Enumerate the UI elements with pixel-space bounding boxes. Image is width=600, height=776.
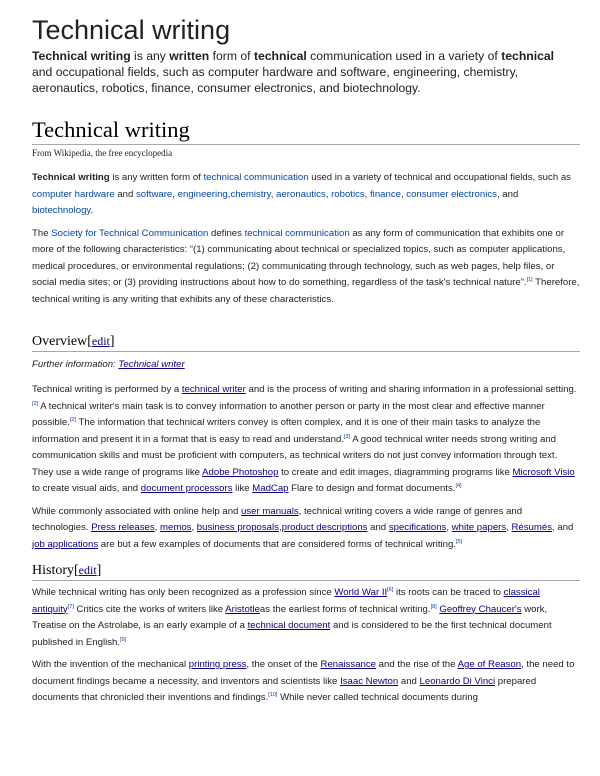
link-finance[interactable]: finance [370,188,401,200]
history-heading: History[edit] [32,563,102,578]
history-edit-link[interactable]: edit [78,563,97,577]
link-classical-antiquity[interactable]: classical antiquity [32,587,540,615]
citation[interactable]: [1] [526,277,533,283]
link-technical-writer-hatnote[interactable]: Technical writer [118,359,185,370]
link-document-processors[interactable]: document processors [140,483,233,494]
document-title: Technical writing [32,15,231,45]
link-specifications[interactable]: specifications [388,522,447,533]
citation[interactable]: [10] [268,692,278,698]
link-adobe-photoshop[interactable]: Adobe Photoshop [202,466,279,478]
link-press-releases[interactable]: Press releases [91,522,155,533]
link-white-papers[interactable]: white papers [451,522,507,533]
section-divider [32,351,580,352]
link-user-manuals[interactable]: user manuals [241,505,299,517]
lead-paragraph: Technical writing is any written form of technical communication used in a variety of technical and occupational fields, such as computer hardware and software, engineering,chemistry, aeronautics, robotics, finance, consumer electronics, and biotechnology. [32,172,571,216]
citation[interactable]: [7] [67,603,74,610]
citation[interactable]: [2] [32,400,39,407]
link-resumes[interactable]: Résumés [511,522,553,533]
citation[interactable]: [6] [387,587,394,593]
citation[interactable]: [2] [69,417,76,423]
overview-paragraph-1: Technical writing is performed by a technical writer and is the process of writing and sharing information in a professional setting.[2] A technical writer's main task is to convey information to another person or party in the most clear and effective manner possible.[2] The information that technical writers convey is often complex, and it is one of their main tasks to analyze the information and present it in a format that is easy to read and understand.[3] A good technical writer needs strong writing and communication skills and must be proficient with computers, as technical writers do not just convey information through text. They use a wide range of programs like Adobe Photoshop to create and edit images, diagramming programs like Microsoft Visio to create visual aids, and document processors like MadCap Flare to design and format documents.[4] [32,384,577,494]
link-technical-communication[interactable]: technical communication [203,172,309,183]
citation[interactable]: [8] [430,603,437,610]
link-renaissance[interactable]: Renaissance [320,659,376,670]
link-age-of-reason[interactable]: Age of Reason [457,659,522,670]
overview-heading: Overview[edit] [32,334,115,349]
title-divider [32,144,580,145]
summary-paragraph: Technical writing is any written form of technical communication used in a variety of technical and occupational fields, such as computer hardware and software, engineering, chemistry, aeronautics, robotics, finance, consumer electronics, and biotechnology. [32,49,555,95]
link-technical-communication-2[interactable]: technical communication [244,227,350,239]
link-technical-document[interactable]: technical document [247,620,331,631]
history-paragraph-2: With the invention of the mechanical printing press, the onset of the Renaissance and the rise of the Age of Reason, the need to document findings became a necessity, and inventors and scientists like Isaac Newton and Leonardo Di Vinci prepared documents that chronicled their inventions and findings.[10] While never called technical documents during [32,659,575,703]
article-tagline: From Wikipedia, the free encyclopedia [32,148,173,158]
link-aeronautics[interactable]: aeronautics [276,188,326,200]
citation[interactable]: [9] [120,636,127,643]
link-memos[interactable]: memos [160,522,192,533]
link-aristotle[interactable]: Aristotle [225,603,260,615]
overview-edit-link[interactable]: edit [91,334,110,348]
overview-paragraph-2: While commonly associated with online help and user manuals, technical writing covers a wide range of genres and technologies. Press releases, memos, business proposals,product descriptions and specifications, white papers, Résumés, and job applications are but a few examples of documents that are considered forms of technical writing.[5] [32,505,574,550]
history-section [32,561,580,707]
link-job-applications[interactable]: job applications [32,538,99,550]
citation[interactable]: [3] [343,433,351,440]
article-title: Technical writing [32,117,190,142]
link-isaac-newton[interactable]: Isaac Newton [340,675,399,687]
link-world-war-ii[interactable]: World War II [334,587,388,598]
link-technical-writer[interactable]: technical writer [181,384,246,395]
link-business-proposals[interactable]: business proposals [196,522,279,533]
link-robotics[interactable]: robotics [331,188,365,200]
link-engineering[interactable]: engineering [177,188,228,200]
stc-paragraph: The Society for Technical Communication defines technical communication as any form of communication that exhibits one or more of the following characteristics: “(1) communicating about technical or specialized topics, such as computer applications, medical procedures, or environmental regulations; (2) communicating through technology, such as web pages, help files, or social media sites; or (3) providing instructions about how to do something, regardless of the task's technical nature”.[1] Therefore, technical writing is any writing that exhibits any of these characteristics. [32,227,580,305]
section-divider [32,580,580,581]
article [32,116,580,707]
link-chemistry[interactable]: chemistry [230,188,271,200]
link-society-technical-communication[interactable]: Society for Technical Communication [51,227,209,239]
link-consumer-electronics[interactable]: consumer electronics [406,188,497,200]
link-microsoft-visio[interactable]: Microsoft Visio [512,466,575,478]
link-madcap[interactable]: MadCap [252,483,289,494]
hatnote: Further information: Technical writer [32,359,185,370]
link-leonardo-di-vinci[interactable]: Leonardo Di Vinci [419,675,496,687]
link-software[interactable]: software [136,188,173,200]
document-header [32,14,577,96]
link-biotechnology[interactable]: biotechnology [32,205,91,216]
citation[interactable]: [4] [455,483,462,489]
link-product-descriptions[interactable]: product descriptions [281,522,368,533]
link-geoffrey-chaucer[interactable]: Geoffrey Chaucer's [439,603,522,615]
link-printing-press[interactable]: printing press [188,659,247,670]
citation[interactable]: [5] [455,538,463,545]
link-computer-hardware[interactable]: computer hardware [32,188,115,200]
history-paragraph-1: While technical writing has only been recognized as a profession since World War II[6] its roots can be traced to classical antiquity[7] Critics cite the works of writers like Aristotleas the earliest forms of technical writing.[8] Geoffrey Chaucer's work, Treatise on the Astrolabe, is an early example of a technical document and is considered to be the first technical document published in English.[9] [32,587,552,648]
overview-section [32,332,580,553]
